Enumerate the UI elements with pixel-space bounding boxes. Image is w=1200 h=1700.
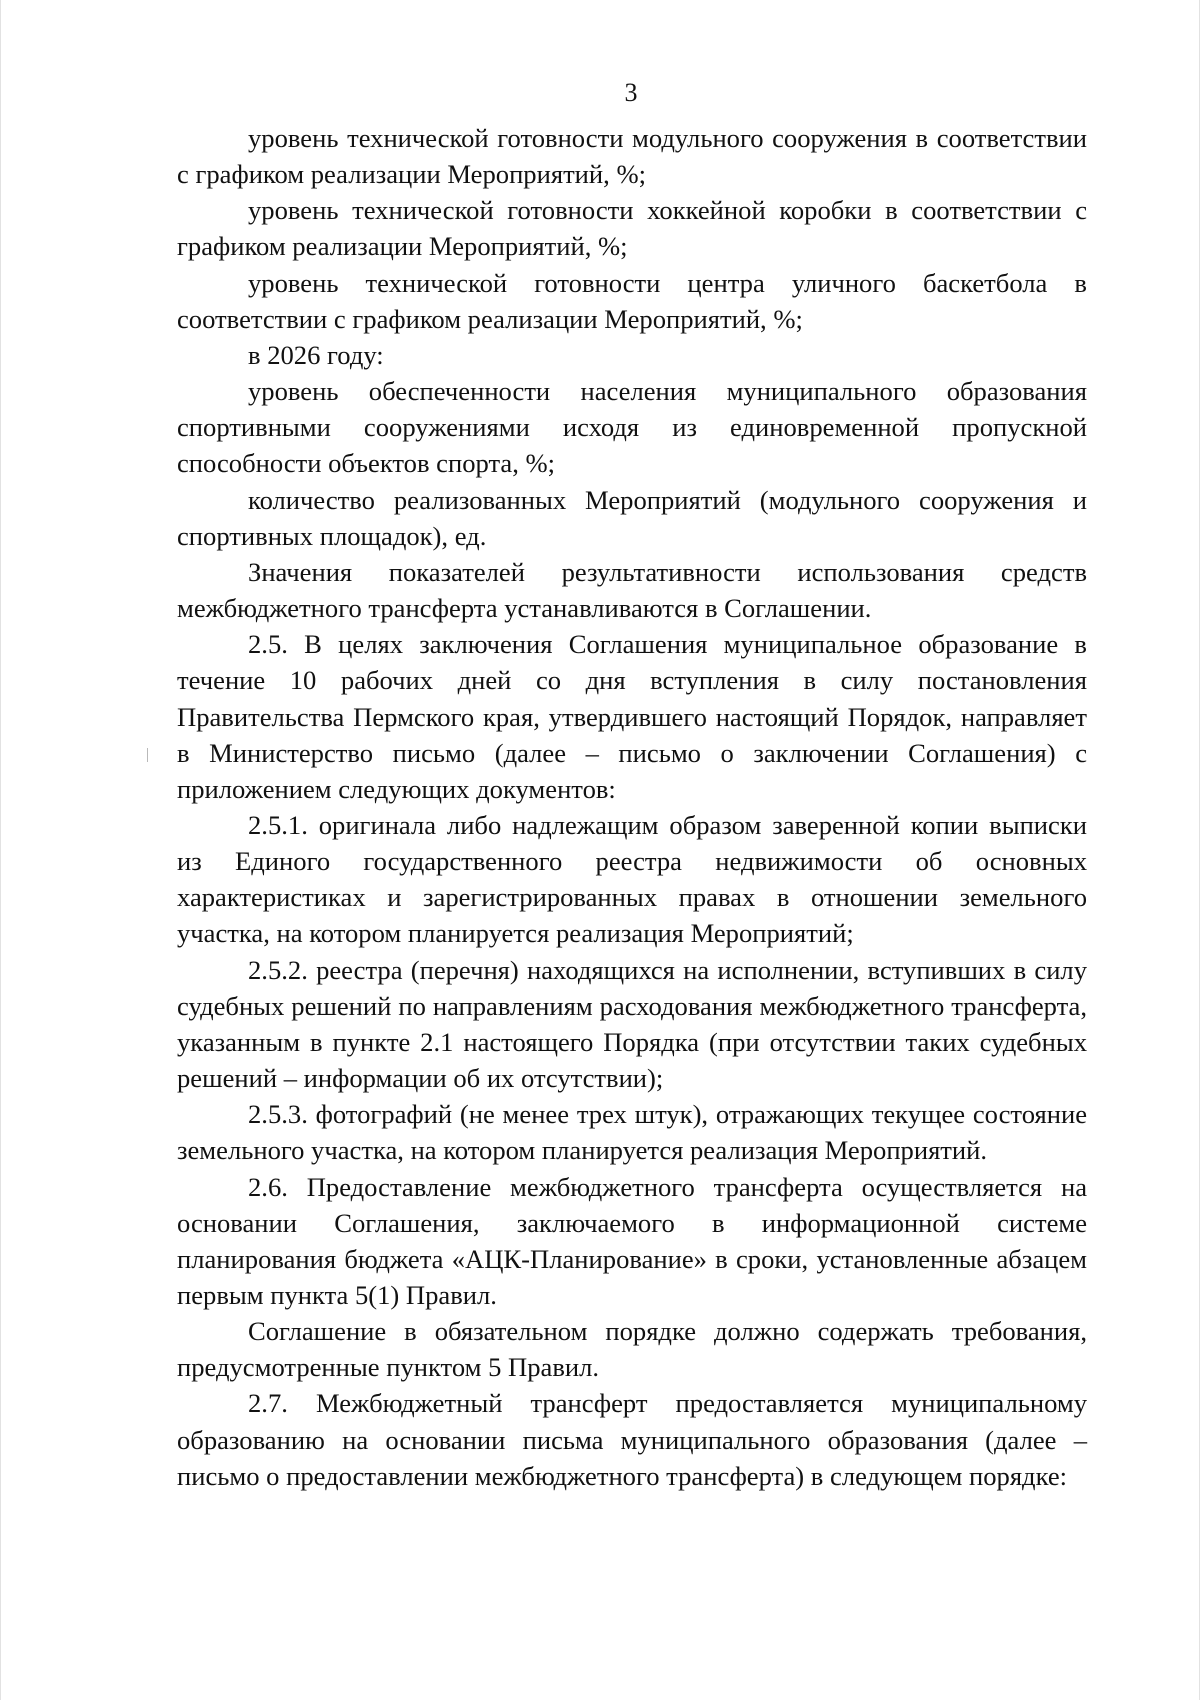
paragraph-year-2026: в 2026 году: bbox=[248, 339, 384, 370]
paragraph-clause-2-7: 2.7. Межбюджетный трансферт предоставляется муниципальному образованию на основании письма муниципального образования (далее – письмо о предоставлении межбюджетного трансферта) в следующем порядке: bbox=[177, 1388, 1087, 1491]
paragraph-clause-2-5-2: 2.5.2. реестра (перечня) находящихся на исполнении, вступивших в силу судебных решений по направлениям расходования межбюджетного трансферта, указанным в пункте 2.1 настоящего Порядка (при отсутствии таких судебных решений – информации об их отсутствии); bbox=[177, 954, 1087, 1094]
scan-margin-mark bbox=[147, 748, 148, 762]
paragraph-clause-2-5: 2.5. В целях заключения Соглашения муниципальное образование в течение 10 рабочих дней со дня вступления в силу постановления Правительства Пермского края, утвердившего настоящий Порядок, направляет в Министерство письмо (далее – письмо о заключении Соглашения) с приложением следующих документов: bbox=[177, 629, 1087, 804]
paragraph-readiness-modular-structure: уровень технической готовности модульного сооружения в соответствии с графиком реализации Мероприятий, %; bbox=[177, 123, 1087, 190]
paragraph-events-count: количество реализованных Мероприятий (модульного сооружения и спортивных площадок), ед. bbox=[177, 484, 1087, 551]
paragraph-clause-2-5-1: 2.5.1. оригинала либо надлежащим образом заверенной копии выписки из Единого государственного реестра недвижимости об основных характеристиках и зарегистрированных правах в отношении земельного участка, на котором планируется реализация Мероприятий; bbox=[177, 809, 1087, 949]
document-body bbox=[177, 120, 1087, 1494]
paragraph-agreement-requirements: Соглашение в обязательном порядке должно содержать требования, предусмотренные пунктом 5 Правил. bbox=[177, 1316, 1087, 1383]
paragraph-clause-2-6: 2.6. Предоставление межбюджетного трансферта осуществляется на основании Соглашения, заключаемого в информационной системе планирования бюджета «АЦК-Планирование» в сроки, установленные абзацем первым пункта 5(1) Правил. bbox=[177, 1171, 1087, 1310]
paragraph-sports-facilities-provision: уровень обеспеченности населения муниципального образования спортивными сооружениями исходя из единовременной пропускной способности объектов спорта, %; bbox=[177, 376, 1087, 479]
paragraph-indicator-values: Значения показателей результативности использования средств межбюджетного трансферта устанавливаются в Соглашении. bbox=[177, 556, 1087, 624]
paragraph-readiness-basketball-center: уровень технической готовности центра уличного баскетбола в соответствии с графиком реализации Мероприятий, %; bbox=[177, 267, 1087, 334]
paragraph-readiness-hockey-box: уровень технической готовности хоккейной коробки в соответствии с графиком реализации Мероприятий, %; bbox=[177, 195, 1087, 262]
page-number: 3 bbox=[624, 78, 638, 107]
paragraph-clause-2-5-3: 2.5.3. фотографий (не менее трех штук), отражающих текущее состояние земельного участка, на котором планируется реализация Мероприятий. bbox=[177, 1099, 1087, 1166]
